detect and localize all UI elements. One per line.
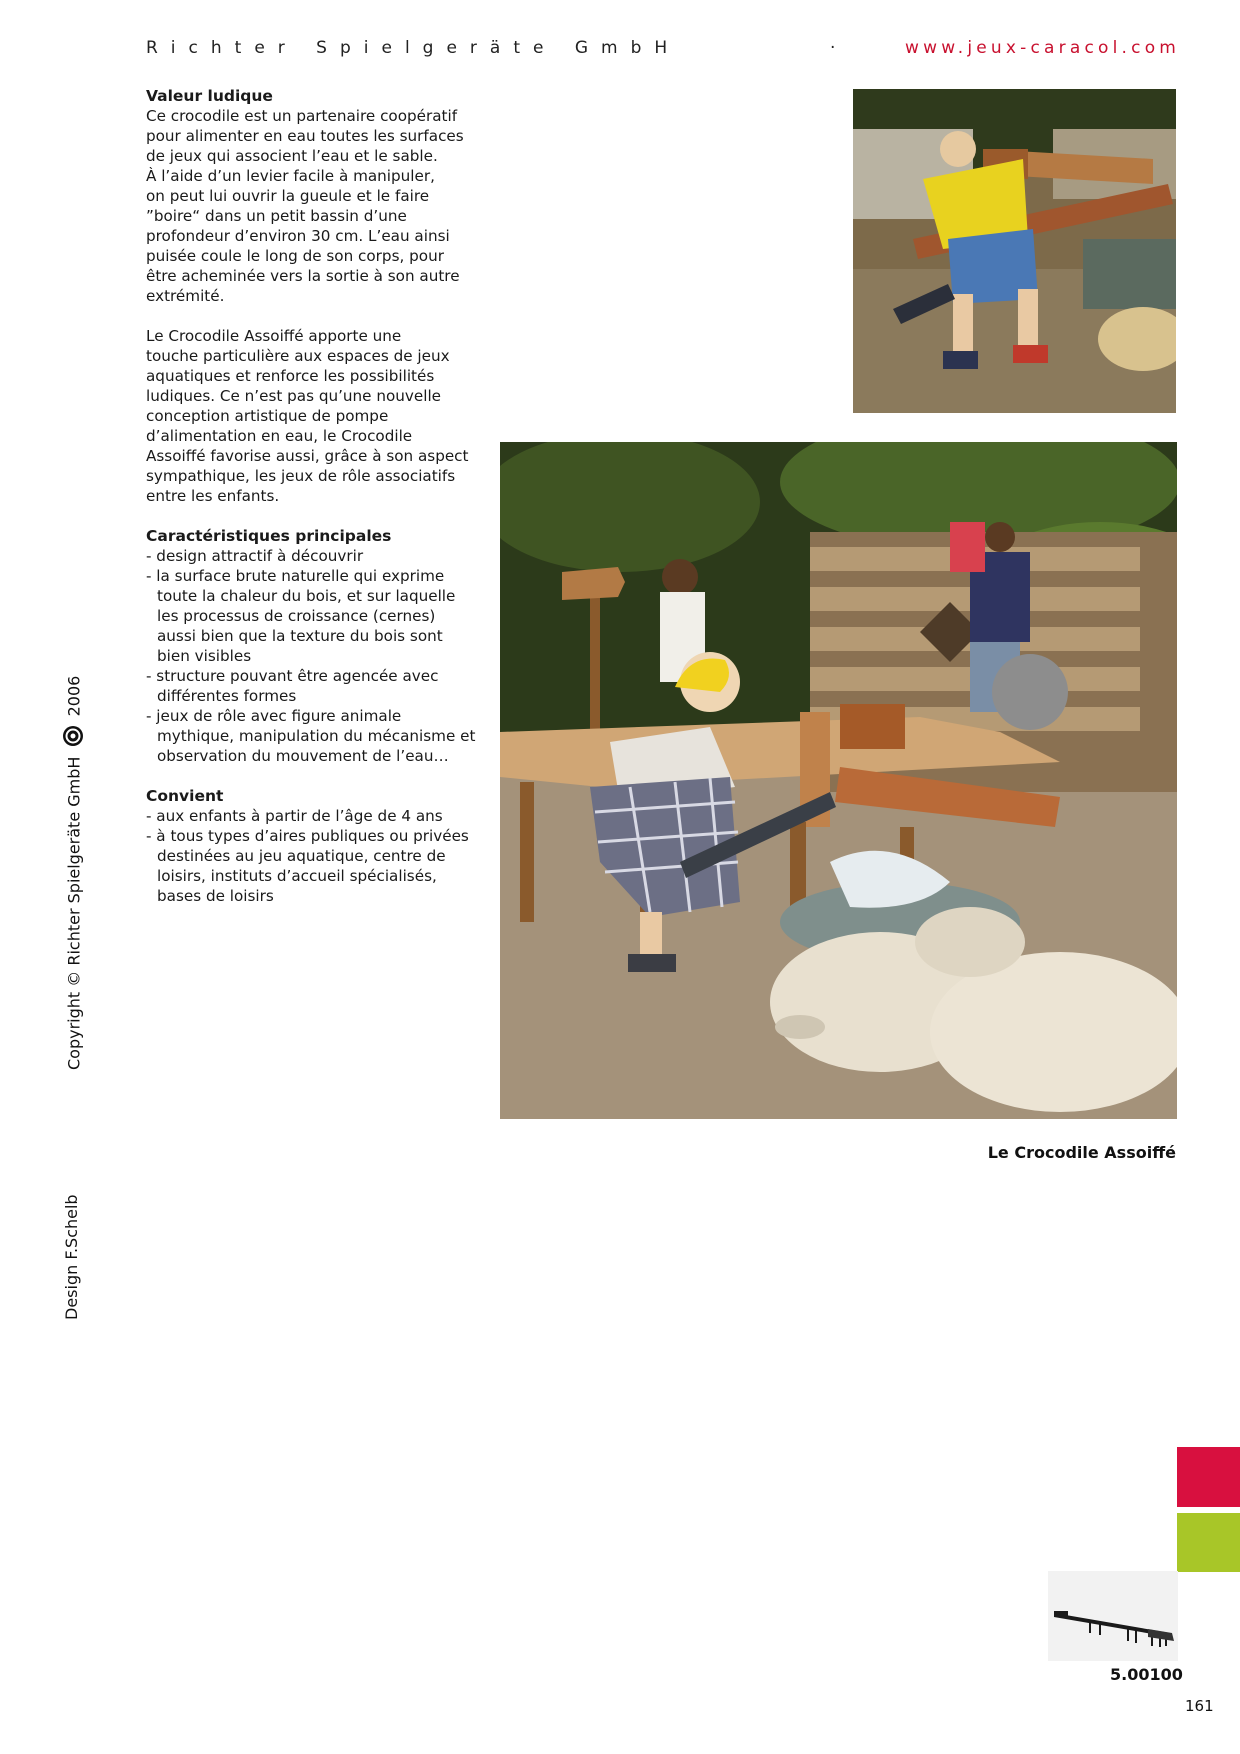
design-credit: Design F.Schelb <box>62 1194 81 1320</box>
text-line: Le Crocodile Assoiffé apporte une <box>146 327 402 345</box>
description-column <box>146 86 476 906</box>
list-caracteristiques <box>146 546 476 766</box>
text-line: extrémité. <box>146 287 225 305</box>
text-line: puisée coule le long de son corps, pour <box>146 247 444 265</box>
color-tab-red <box>1177 1447 1240 1507</box>
company-name: Richter Spielgeräte GmbH <box>146 38 681 58</box>
text-line: aquatiques et renforce les possibilités <box>146 367 435 385</box>
text-line: Assoiffé favorise aussi, grâce à son aspect <box>146 447 469 465</box>
text-line: sympathique, les jeux de rôle associatifs <box>146 467 456 485</box>
heading-valeur: Valeur ludique <box>146 87 273 105</box>
list-item: - aux enfants à partir de l’âge de 4 ans <box>146 807 443 825</box>
text-line: entre les enfants. <box>146 487 280 505</box>
text-line: être acheminée vers la sortie à son autre <box>146 267 460 285</box>
list-item: - à tous types d’aires publiques ou privées destinées au jeu aquatique, centre de loisirs, instituts d’accueil spécialisés, bases de loisirs <box>146 827 469 905</box>
text-line: conception artistique de pompe <box>146 407 389 425</box>
photo-caption: Le Crocodile Assoiffé <box>987 1143 1176 1162</box>
heading-caracteristiques: Caractéristiques principales <box>146 527 392 545</box>
photo-child-at-channel <box>853 89 1176 413</box>
text-line: ludiques. Ce n’est pas qu’une nouvelle <box>146 387 442 405</box>
heading-convient: Convient <box>146 787 224 805</box>
list-item: - jeux de rôle avec figure animale mythique, manipulation du mécanisme et observation du mouvement de l’eau… <box>146 707 476 765</box>
text-line: Ce crocodile est un partenaire coopératif <box>146 107 458 125</box>
text-line: profondeur d’environ 30 cm. L’eau ainsi <box>146 227 450 245</box>
list-item: - la surface brute naturelle qui exprime toute la chaleur du bois, et sur laquelle les processus de croissance (cernes) aussi bien que la texture du bois sont bien visibles <box>146 567 456 665</box>
copyright-notice <box>62 676 88 1070</box>
color-tab-green <box>1177 1513 1240 1572</box>
copyright-text: Copyright © Richter Spielgeräte GmbH <box>64 756 84 1070</box>
photo-crocodile-assoiffe <box>500 442 1177 1119</box>
copyright-year: 2006 <box>64 675 84 717</box>
text-line: d’alimentation en eau, le Crocodile <box>146 427 413 445</box>
list-item: - design attractif à découvrir <box>146 547 364 565</box>
product-drawing-thumbnail <box>1048 1571 1178 1661</box>
website-link[interactable]: www.jeux-caracol.com <box>905 38 1181 58</box>
snail-logo-icon <box>62 725 88 747</box>
text-line: ”boire“ dans un petit bassin d’une <box>146 207 407 225</box>
page-number: 161 <box>1185 1697 1214 1715</box>
list-convient <box>146 806 476 906</box>
text-line: pour alimenter en eau toutes les surfaces <box>146 127 464 145</box>
text-line: de jeux qui associent l’eau et le sable. <box>146 147 438 165</box>
paragraph-valeur-2 <box>146 326 476 506</box>
paragraph-valeur-1 <box>146 106 476 306</box>
list-item: - structure pouvant être agencée avec différentes formes <box>146 667 439 705</box>
text-line: À l’aide d’un levier facile à manipuler, <box>146 167 435 185</box>
header-separator: · <box>830 38 836 58</box>
product-code: 5.00100 <box>1110 1665 1183 1684</box>
text-line: on peut lui ouvrir la gueule et le faire <box>146 187 430 205</box>
text-line: touche particulière aux espaces de jeux <box>146 347 450 365</box>
